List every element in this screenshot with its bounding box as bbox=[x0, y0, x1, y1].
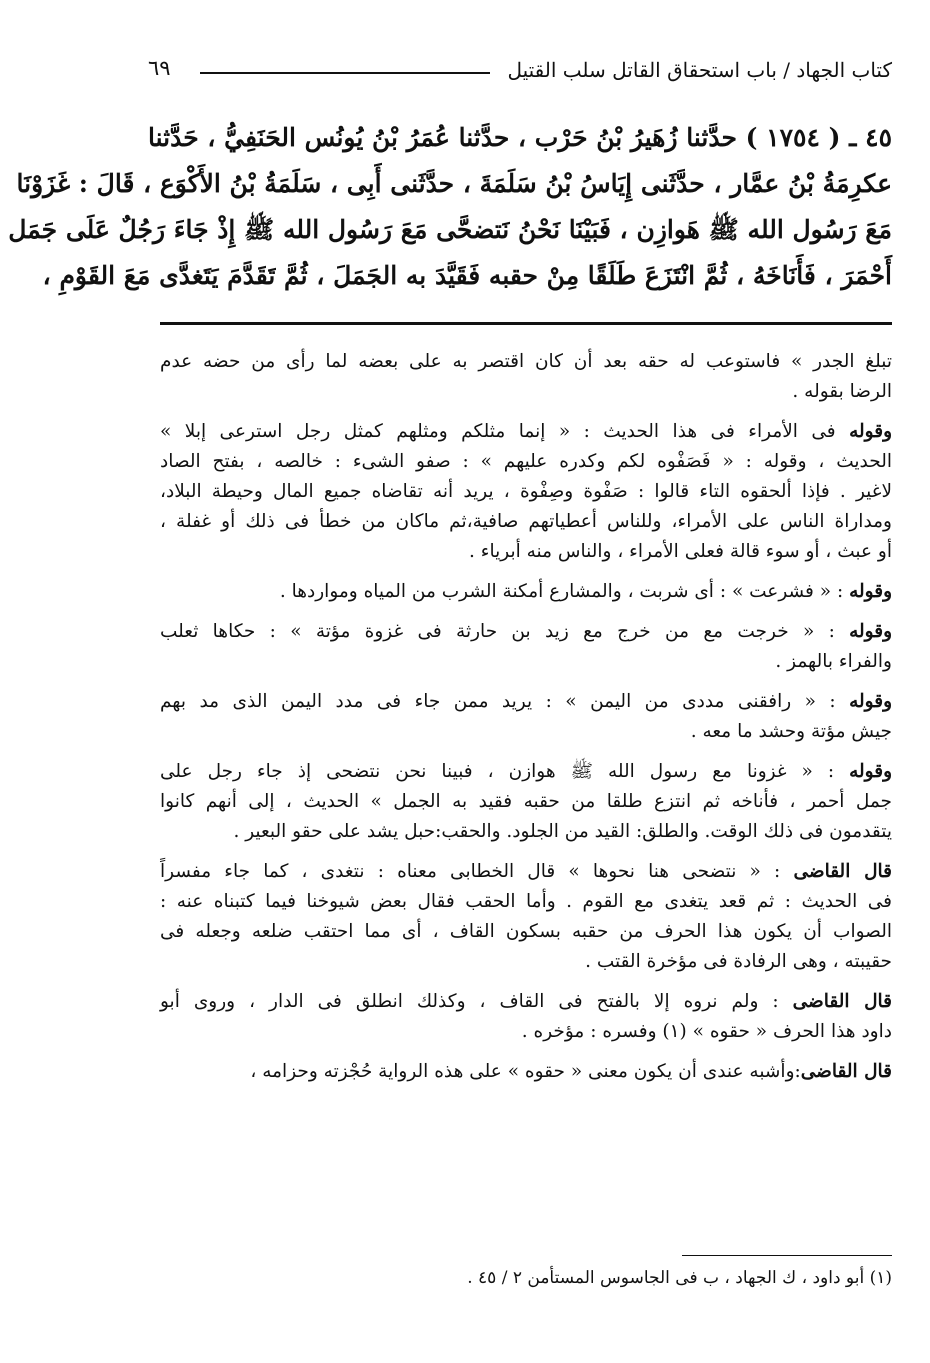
hadith-line: مَعَ رَسُول الله ﷺ هَوازِن ، فَبَيْنَا نَحْنُ نَتضحَّى مَعَ رَسُول الله ﷺ إِذْ جَاءَ رَجُلٌ عَلَى جَمَل bbox=[8, 215, 892, 244]
line-text: جمل أحمر ، فأناخه ثم انتزع طلقا من حقبه فقيد به الجمل » الحديث ، إلى أنهم كانوا bbox=[160, 791, 892, 812]
hadith-line: عكرِمَةُ بْنُ عمَّار ، حدَّثَنى إِيَاسُ بْنُ سَلَمَةَ ، حدَّثَنى أَبِى ، سَلَمَةُ بْنُ الأَكْوَع ، قَالَ : غَزَوْنَا bbox=[16, 169, 892, 198]
commentary-line bbox=[160, 717, 892, 747]
commentary-line bbox=[160, 447, 892, 477]
commentary-line bbox=[160, 787, 892, 817]
line-text: حقيبته ، وهى الرفادة فى مؤخرة القتب . bbox=[585, 951, 892, 972]
commentary-line bbox=[160, 577, 892, 607]
section-divider bbox=[160, 322, 892, 325]
page-number: ٦٩ bbox=[148, 56, 171, 80]
commentary-paragraph bbox=[160, 417, 892, 567]
commentary-paragraph bbox=[160, 987, 892, 1047]
commentary-paragraph bbox=[160, 1057, 892, 1087]
line-text: فى الحديث : ثم قعد يتغدى مع القوم . وأما الحقب فقال بعض شيوخنا فيما كتبناه عنه : bbox=[160, 891, 892, 912]
commentary-paragraph bbox=[160, 577, 892, 607]
commentary-line bbox=[160, 1017, 892, 1047]
line-text: تبلغ الجدر » فاستوعب له حقه بعد أن كان اقتصر به على بعضه لما رأى من حضه عدم bbox=[160, 351, 892, 372]
line-text: : « خرجت مع من خرج مع زيد بن حارثة فى غزوة مؤتة » : حكاها ثعلب bbox=[160, 621, 850, 642]
commentary-paragraph bbox=[160, 857, 892, 977]
hadith-line: أَحْمَرَ ، فَأَنَاخَهُ ، ثُمَّ انْتَزَعَ طَلَقًا مِنْ حقبه فَقَيَّدَ به الجَمَلَ ، ثُمَّ تَقَدَّمَ يَتَغدَّى مَعَ القَوْمِ ، bbox=[42, 261, 892, 290]
commentary-line bbox=[160, 537, 892, 567]
commentary-line bbox=[160, 477, 892, 507]
commentary-line bbox=[160, 1057, 892, 1087]
line-text: فى الأمراء فى هذا الحديث : « إنما مثلكم ومثلهم كمثل رجل استرعى إبلا » bbox=[160, 421, 850, 442]
commentary-paragraph bbox=[160, 347, 892, 407]
commentary-paragraph bbox=[160, 617, 892, 677]
line-text: الحديث ، وقوله : « فَصَفْوه لكم وكدره عليهم » : صفو الشىء : خالصه ، بفتح الصاد bbox=[160, 451, 892, 472]
line-text: والفراء بالهمز . bbox=[775, 651, 892, 672]
commentary-line bbox=[160, 987, 892, 1017]
commentary-line bbox=[160, 757, 892, 787]
paragraph-lead: قال القاضى bbox=[800, 1061, 892, 1082]
commentary-paragraph bbox=[160, 757, 892, 847]
running-header bbox=[0, 52, 930, 92]
commentary-line bbox=[160, 507, 892, 537]
commentary-line bbox=[160, 817, 892, 847]
commentary-line bbox=[160, 417, 892, 447]
commentary-line bbox=[160, 887, 892, 917]
commentary-line bbox=[160, 947, 892, 977]
line-text: الرضا بقوله . bbox=[792, 381, 892, 402]
commentary-line bbox=[160, 617, 892, 647]
line-text: الصواب أن يكون هذا الحرف من حقبه بسكون القاف ، أى مما احتقب ضلعه وجعله فى bbox=[160, 921, 892, 942]
commentary-paragraph bbox=[160, 687, 892, 747]
line-text: جيش مؤتة وحشد ما معه . bbox=[690, 721, 892, 742]
commentary-line bbox=[160, 917, 892, 947]
footnote: (١) أبو داود ، ك الجهاد ، ب فى الجاسوس المستأمن ٢ / ٤٥ . bbox=[467, 1268, 892, 1288]
hadith-line: ٤٥ ـ ( ١٧٥٤ ) حدَّثنا زُهَيرُ بْنُ حَرْب ، حدَّثنا عُمَرُ بْنُ يُونُس الحَنَفِيُّ ، حَدَّثنا bbox=[148, 123, 892, 152]
commentary-line bbox=[160, 377, 892, 407]
line-text: : « فشرعت » : أى شربت ، والمشارع أمكنة الشرب من المياه ومواردها . bbox=[279, 581, 850, 602]
line-text: : ولم نروه إلا بالفتح فى القاف ، وكذلك انطلق فى الدار ، وروى أبو bbox=[160, 991, 793, 1012]
header-rule bbox=[200, 72, 490, 74]
line-text: لاغير . فإذا ألحقوه التاء قالوا : صَفْوة وصِفْوة ، يريد أنه تقاضاه جميع المال وحيطة البلاد، bbox=[160, 481, 892, 502]
line-text: داود هذا الحرف « حقوه » (١) وفسره : مؤخره . bbox=[521, 1021, 892, 1042]
paragraph-lead: قال القاضى bbox=[793, 861, 892, 882]
line-text: يتقدمون فى ذلك الوقت. والطلق: القيد من الجلود. والحقب:حبل يشد على حقو البعير . bbox=[233, 821, 892, 842]
commentary-line bbox=[160, 687, 892, 717]
paragraph-lead: قال القاضى bbox=[792, 991, 893, 1012]
commentary-line bbox=[160, 347, 892, 377]
line-text: : « غزونا مع رسول الله ﷺ هوازن ، فبينا نحن نتضحى إذ جاء رجل على bbox=[160, 761, 850, 782]
paragraph-lead: وقوله bbox=[849, 421, 892, 442]
commentary-line bbox=[160, 647, 892, 677]
line-text: أو عبث ، أو سوء قالة فعلى الأمراء ، والناس منه أبرياء . bbox=[469, 541, 892, 562]
commentary bbox=[160, 347, 892, 1097]
line-text: : « رافقنى مددى من اليمن » : يريد ممن جاء فى مدد اليمن الذى مد بهم bbox=[160, 691, 850, 712]
footnote-rule bbox=[682, 1255, 892, 1256]
line-text: :وأشبه عندى أن يكون معنى « حقوه » على هذه الرواية حُجْزته وحزامه ، bbox=[250, 1061, 801, 1082]
paragraph-lead: وقوله bbox=[849, 691, 892, 712]
hadith-text bbox=[8, 115, 892, 299]
line-text: : « نتضحى هنا نحوها » قال الخطابى معناه : نتغدى ، كما جاء مفسراً bbox=[160, 861, 794, 882]
paragraph-lead: وقوله bbox=[849, 621, 892, 642]
paragraph-lead: وقوله bbox=[849, 581, 892, 602]
paragraph-lead: وقوله bbox=[849, 761, 892, 782]
commentary-line bbox=[160, 857, 892, 887]
line-text: ومداراة الناس على الأمراء، وللناس أعطياتهم صافية،ثم ماكان من خطأ فى ذلك أو غفلة ، bbox=[160, 511, 892, 532]
header-title: كتاب الجهاد / باب استحقاق القاتل سلب القتيل bbox=[507, 58, 892, 82]
